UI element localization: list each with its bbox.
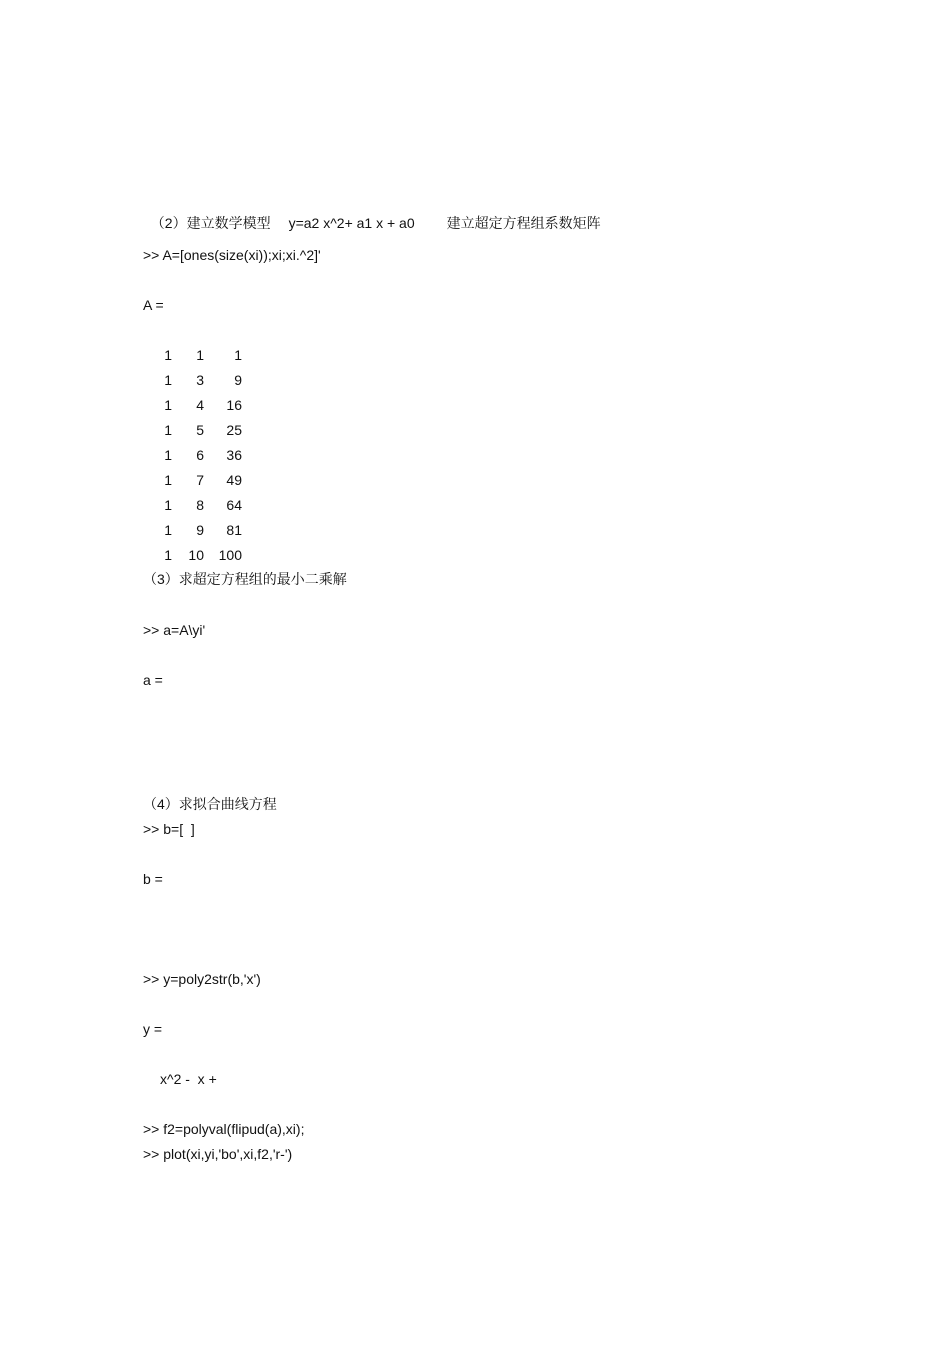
matrix-cell: 1 xyxy=(164,472,172,488)
matrix-cell: 8 xyxy=(196,497,204,513)
matrix-cell: 1 xyxy=(234,347,242,363)
matrix-row xyxy=(143,421,263,446)
matrix-cell: 10 xyxy=(188,547,204,563)
matrix-cell: 1 xyxy=(164,447,172,463)
output-A-label: A = xyxy=(143,297,164,313)
model-equation: y=a2 x^2+ a1 x + a0 xyxy=(288,215,415,231)
matrix-A xyxy=(143,346,263,571)
matrix-cell: 16 xyxy=(226,397,242,413)
matrix-cell: 3 xyxy=(196,372,204,388)
matrix-cell: 5 xyxy=(196,422,204,438)
matrix-row xyxy=(143,371,263,396)
output-a-label: a = xyxy=(143,672,163,688)
matrix-row xyxy=(143,446,263,471)
matrix-cell: 7 xyxy=(196,472,204,488)
command-define-b: >> b=[ ] xyxy=(143,821,195,837)
matrix-row xyxy=(143,521,263,546)
step2-note: 建立超定方程组系数矩阵 xyxy=(446,215,601,231)
matrix-cell: 49 xyxy=(226,472,242,488)
step4-heading: （4）求拟合曲线方程 xyxy=(143,796,277,812)
command-define-A: >> A=[ones(size(xi));xi;xi.^2]' xyxy=(143,247,321,263)
matrix-cell: 64 xyxy=(226,497,242,513)
matrix-cell: 1 xyxy=(164,397,172,413)
output-y-value: x^2 - x + xyxy=(160,1071,217,1087)
step3-heading: （3）求超定方程组的最小二乘解 xyxy=(143,571,347,587)
matrix-cell: 81 xyxy=(226,522,242,538)
matrix-row xyxy=(143,546,263,571)
matrix-cell: 1 xyxy=(164,422,172,438)
output-y-label: y = xyxy=(143,1021,163,1037)
matrix-cell: 9 xyxy=(234,372,242,388)
command-poly2str: >> y=poly2str(b,'x') xyxy=(143,971,261,987)
matrix-cell: 36 xyxy=(226,447,242,463)
matrix-cell: 100 xyxy=(218,547,242,563)
command-polyval: >> f2=polyval(flipud(a),xi); xyxy=(143,1121,305,1137)
matrix-cell: 1 xyxy=(164,522,172,538)
matrix-row xyxy=(143,346,263,371)
matrix-cell: 1 xyxy=(164,497,172,513)
matrix-cell: 1 xyxy=(196,347,204,363)
step2-label: （2）建立数学模型 xyxy=(150,215,271,231)
step2-line xyxy=(143,196,601,232)
matrix-cell: 4 xyxy=(196,397,204,413)
matrix-cell: 1 xyxy=(164,547,172,563)
matrix-cell: 6 xyxy=(196,447,204,463)
command-solve-a: >> a=A\yi' xyxy=(143,622,206,638)
matrix-cell: 25 xyxy=(226,422,242,438)
output-b-label: b = xyxy=(143,871,163,887)
matrix-cell: 1 xyxy=(164,347,172,363)
matrix-row xyxy=(143,471,263,496)
command-plot: >> plot(xi,yi,'bo',xi,f2,'r-') xyxy=(143,1146,293,1162)
matrix-row xyxy=(143,396,263,421)
matrix-cell: 1 xyxy=(164,372,172,388)
matrix-cell: 9 xyxy=(196,522,204,538)
matrix-row xyxy=(143,496,263,521)
